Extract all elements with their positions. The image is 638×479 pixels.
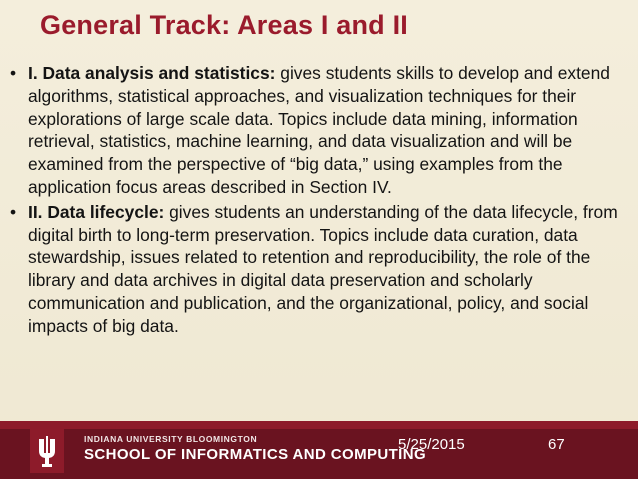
university-name: INDIANA UNIVERSITY BLOOMINGTON [84, 434, 258, 444]
footer-band [0, 421, 638, 429]
slide-date: 5/25/2015 [398, 436, 465, 453]
bullet-body: gives students an understanding of the data lifecycle, from digital birth to long-term preservation. Topics include data curation, data stewardship, issues related to retention and reproducibility, the role of the library and data archives in digital data preservation and scholarly communication and publication, and the organizational, policy, and social impacts of big data. [28, 201, 618, 336]
school-name: SCHOOL OF INFORMATICS AND COMPUTING [84, 446, 427, 463]
bullet-marker: • [10, 63, 17, 83]
bullet-data-lifecycle [10, 201, 630, 338]
footer-bar [0, 421, 638, 479]
page-number: 67 [548, 436, 565, 453]
bullet-marker: • [10, 201, 17, 222]
bullet-lead: I. Data analysis and statistics: [28, 63, 276, 83]
bullet-data-analysis [10, 62, 630, 199]
bullet-body: gives students skills to develop and extend algorithms, statistical approaches, and visualization techniques for their explorations of large scale data. Topics include data mining, information retrieval, statistics, machine learning, and data visualization and will be examined from the perspective of “big data,” using examples from the application focus areas described in Section IV. [28, 63, 610, 197]
bullet-list [10, 62, 630, 340]
iu-trident-logo-icon [30, 429, 64, 473]
slide-title: General Track: Areas I and II [40, 10, 408, 40]
bullet-lead: II. Data lifecycle: [28, 201, 165, 222]
